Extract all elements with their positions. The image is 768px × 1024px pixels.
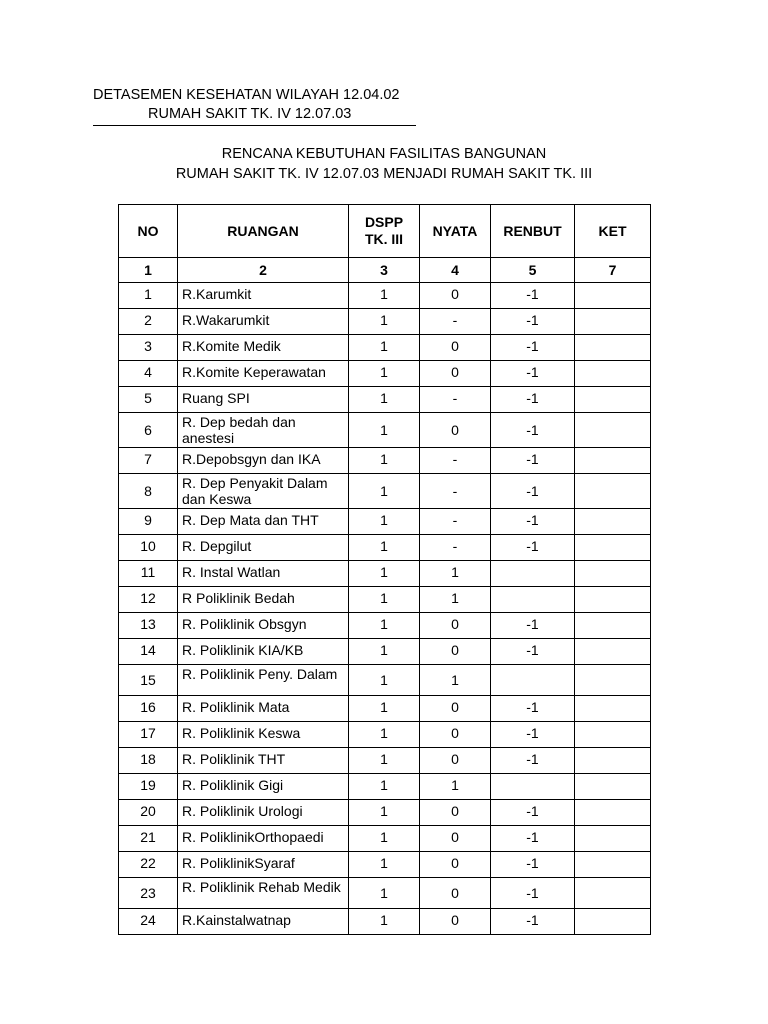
room-name-cell: Ruang SPI: [178, 387, 349, 413]
row-number-cell: 5: [119, 387, 178, 413]
column-number: 3: [349, 258, 420, 283]
ket-value-cell: [575, 448, 651, 474]
renbut-value-cell: -1: [491, 535, 575, 561]
dspp-value-cell: 1: [349, 361, 420, 387]
dspp-value-cell: 1: [349, 800, 420, 826]
row-number-cell: 12: [119, 587, 178, 613]
ket-value-cell: [575, 413, 651, 448]
row-number-cell: 15: [119, 665, 178, 696]
renbut-value-cell: -1: [491, 283, 575, 309]
row-number-cell: 1: [119, 283, 178, 309]
dspp-value-cell: 1: [349, 474, 420, 509]
renbut-value-cell: -1: [491, 361, 575, 387]
ket-value-cell: [575, 309, 651, 335]
dspp-value-cell: 1: [349, 639, 420, 665]
nyata-value-cell: -: [420, 448, 491, 474]
table-row: [119, 722, 651, 748]
renbut-value-cell: -1: [491, 509, 575, 535]
ket-value-cell: [575, 361, 651, 387]
renbut-value-cell: [491, 774, 575, 800]
dspp-value-cell: 1: [349, 852, 420, 878]
dspp-value-cell: 1: [349, 448, 420, 474]
dspp-value-cell: 1: [349, 335, 420, 361]
table-row: [119, 387, 651, 413]
dspp-value-cell: 1: [349, 309, 420, 335]
room-name-cell: R. Poliklinik Gigi: [178, 774, 349, 800]
header-ket: KET: [575, 205, 651, 258]
ket-value-cell: [575, 535, 651, 561]
row-number-cell: 23: [119, 878, 178, 909]
row-number-cell: 3: [119, 335, 178, 361]
column-number: 4: [420, 258, 491, 283]
nyata-value-cell: 0: [420, 696, 491, 722]
room-name-cell: R. Poliklinik Rehab Medik: [178, 878, 349, 909]
table-row: [119, 509, 651, 535]
ket-value-cell: [575, 722, 651, 748]
row-number-cell: 16: [119, 696, 178, 722]
table-row: [119, 665, 651, 696]
room-name-cell: R. Dep Mata dan THT: [178, 509, 349, 535]
header-dspp-line2: TK. III: [364, 231, 404, 247]
room-name-cell: R. Instal Watlan: [178, 561, 349, 587]
nyata-value-cell: 0: [420, 722, 491, 748]
ket-value-cell: [575, 826, 651, 852]
nyata-value-cell: -: [420, 474, 491, 509]
nyata-value-cell: -: [420, 535, 491, 561]
header-ruangan: RUANGAN: [178, 205, 349, 258]
table-row: [119, 852, 651, 878]
dspp-value-cell: 1: [349, 613, 420, 639]
row-number-cell: 11: [119, 561, 178, 587]
row-number-cell: 18: [119, 748, 178, 774]
table-row: [119, 909, 651, 935]
nyata-value-cell: 1: [420, 587, 491, 613]
nyata-value-cell: 0: [420, 748, 491, 774]
ket-value-cell: [575, 852, 651, 878]
nyata-value-cell: 0: [420, 909, 491, 935]
room-name-cell: R. Poliklinik Peny. Dalam: [178, 665, 349, 696]
facility-table: [118, 204, 651, 935]
renbut-value-cell: [491, 665, 575, 696]
ket-value-cell: [575, 613, 651, 639]
document-title: [0, 144, 768, 184]
room-name-cell: R. Dep bedah dan anestesi: [178, 413, 349, 448]
table-row: [119, 309, 651, 335]
room-name-cell: R.Komite Keperawatan: [178, 361, 349, 387]
header-nyata: NYATA: [420, 205, 491, 258]
ket-value-cell: [575, 387, 651, 413]
table-row: [119, 448, 651, 474]
table-row: [119, 774, 651, 800]
dspp-value-cell: 1: [349, 561, 420, 587]
ket-value-cell: [575, 774, 651, 800]
ket-value-cell: [575, 748, 651, 774]
dspp-value-cell: 1: [349, 509, 420, 535]
ket-value-cell: [575, 665, 651, 696]
table-row: [119, 696, 651, 722]
room-name-cell: R. Poliklinik Urologi: [178, 800, 349, 826]
room-name-cell: R. Poliklinik Obsgyn: [178, 613, 349, 639]
row-number-cell: 10: [119, 535, 178, 561]
nyata-value-cell: 0: [420, 361, 491, 387]
room-name-cell: R. PoliklinikOrthopaedi: [178, 826, 349, 852]
table-row: [119, 535, 651, 561]
renbut-value-cell: -1: [491, 335, 575, 361]
nyata-value-cell: 0: [420, 413, 491, 448]
table-row: [119, 561, 651, 587]
ket-value-cell: [575, 509, 651, 535]
row-number-cell: 13: [119, 613, 178, 639]
table-row: [119, 361, 651, 387]
dspp-value-cell: 1: [349, 283, 420, 309]
header-renbut: RENBUT: [491, 205, 575, 258]
renbut-value-cell: -1: [491, 852, 575, 878]
table-row: [119, 639, 651, 665]
document-title-line1: RENCANA KEBUTUHAN FASILITAS BANGUNAN: [221, 146, 547, 162]
room-name-cell: R. Poliklinik Mata: [178, 696, 349, 722]
row-number-cell: 19: [119, 774, 178, 800]
room-name-cell: R.Karumkit: [178, 283, 349, 309]
dspp-value-cell: 1: [349, 696, 420, 722]
renbut-value-cell: -1: [491, 474, 575, 509]
room-name-cell: R. PoliklinikSyaraf: [178, 852, 349, 878]
dspp-value-cell: 1: [349, 826, 420, 852]
renbut-value-cell: -1: [491, 387, 575, 413]
table-body: [119, 283, 651, 935]
dspp-value-cell: 1: [349, 535, 420, 561]
table-row: [119, 335, 651, 361]
room-name-cell: R. Poliklinik THT: [178, 748, 349, 774]
renbut-value-cell: -1: [491, 613, 575, 639]
nyata-value-cell: 0: [420, 613, 491, 639]
renbut-value-cell: -1: [491, 748, 575, 774]
table-row: [119, 283, 651, 309]
table-row: [119, 587, 651, 613]
table-row: [119, 826, 651, 852]
room-name-cell: R. Depgilut: [178, 535, 349, 561]
row-number-cell: 21: [119, 826, 178, 852]
header-no: NO: [119, 205, 178, 258]
dspp-value-cell: 1: [349, 748, 420, 774]
renbut-value-cell: -1: [491, 639, 575, 665]
renbut-value-cell: -1: [491, 826, 575, 852]
ket-value-cell: [575, 561, 651, 587]
ket-value-cell: [575, 800, 651, 826]
table-row: [119, 878, 651, 909]
room-name-cell: R. Dep Penyakit Dalam dan Keswa: [178, 474, 349, 509]
row-number-cell: 14: [119, 639, 178, 665]
ket-value-cell: [575, 909, 651, 935]
ket-value-cell: [575, 283, 651, 309]
ket-value-cell: [575, 878, 651, 909]
renbut-value-cell: -1: [491, 448, 575, 474]
room-name-cell: R.Wakarumkit: [178, 309, 349, 335]
room-name-cell: R.Komite Medik: [178, 335, 349, 361]
nyata-value-cell: 1: [420, 561, 491, 587]
renbut-value-cell: -1: [491, 309, 575, 335]
ket-value-cell: [575, 696, 651, 722]
column-number: 7: [575, 258, 651, 283]
renbut-value-cell: -1: [491, 878, 575, 909]
header-dspp-line1: DSPP: [364, 214, 404, 230]
column-number: 1: [119, 258, 178, 283]
row-number-cell: 20: [119, 800, 178, 826]
dspp-value-cell: 1: [349, 878, 420, 909]
document-title-line2: RUMAH SAKIT TK. IV 12.07.03 MENJADI RUMAH SAKIT TK. III: [175, 166, 593, 182]
ket-value-cell: [575, 587, 651, 613]
table-row: [119, 474, 651, 509]
room-name-cell: R Poliklinik Bedah: [178, 587, 349, 613]
table-row: [119, 613, 651, 639]
letterhead: [93, 86, 416, 126]
room-name-cell: R. Poliklinik KIA/KB: [178, 639, 349, 665]
room-name-cell: R. Poliklinik Keswa: [178, 722, 349, 748]
renbut-value-cell: -1: [491, 909, 575, 935]
header-dspp: [349, 205, 420, 258]
row-number-cell: 6: [119, 413, 178, 448]
dspp-value-cell: 1: [349, 774, 420, 800]
nyata-value-cell: 1: [420, 774, 491, 800]
renbut-value-cell: -1: [491, 696, 575, 722]
table-header-row: [119, 205, 651, 258]
ket-value-cell: [575, 639, 651, 665]
row-number-cell: 24: [119, 909, 178, 935]
nyata-value-cell: 0: [420, 800, 491, 826]
room-name-cell: R.Depobsgyn dan IKA: [178, 448, 349, 474]
nyata-value-cell: 0: [420, 335, 491, 361]
nyata-value-cell: 0: [420, 852, 491, 878]
row-number-cell: 17: [119, 722, 178, 748]
room-name-cell: R.Kainstalwatnap: [178, 909, 349, 935]
renbut-value-cell: [491, 561, 575, 587]
column-number: 2: [178, 258, 349, 283]
column-number-row: [119, 258, 651, 283]
renbut-value-cell: -1: [491, 413, 575, 448]
nyata-value-cell: 0: [420, 283, 491, 309]
ket-value-cell: [575, 335, 651, 361]
nyata-value-cell: -: [420, 509, 491, 535]
renbut-value-cell: -1: [491, 800, 575, 826]
row-number-cell: 9: [119, 509, 178, 535]
dspp-value-cell: 1: [349, 587, 420, 613]
org-name-line2: RUMAH SAKIT TK. IV 12.07.03: [93, 105, 416, 126]
row-number-cell: 4: [119, 361, 178, 387]
table-row: [119, 748, 651, 774]
row-number-cell: 22: [119, 852, 178, 878]
row-number-cell: 7: [119, 448, 178, 474]
nyata-value-cell: 0: [420, 878, 491, 909]
nyata-value-cell: -: [420, 387, 491, 413]
row-number-cell: 2: [119, 309, 178, 335]
column-number: 5: [491, 258, 575, 283]
row-number-cell: 8: [119, 474, 178, 509]
dspp-value-cell: 1: [349, 722, 420, 748]
table-row: [119, 413, 651, 448]
nyata-value-cell: -: [420, 309, 491, 335]
renbut-value-cell: [491, 587, 575, 613]
nyata-value-cell: 0: [420, 639, 491, 665]
dspp-value-cell: 1: [349, 387, 420, 413]
dspp-value-cell: 1: [349, 413, 420, 448]
dspp-value-cell: 1: [349, 665, 420, 696]
ket-value-cell: [575, 474, 651, 509]
dspp-value-cell: 1: [349, 909, 420, 935]
org-name-line1: DETASEMEN KESEHATAN WILAYAH 12.04.02: [93, 87, 400, 103]
nyata-value-cell: 1: [420, 665, 491, 696]
nyata-value-cell: 0: [420, 826, 491, 852]
renbut-value-cell: -1: [491, 722, 575, 748]
table-row: [119, 800, 651, 826]
